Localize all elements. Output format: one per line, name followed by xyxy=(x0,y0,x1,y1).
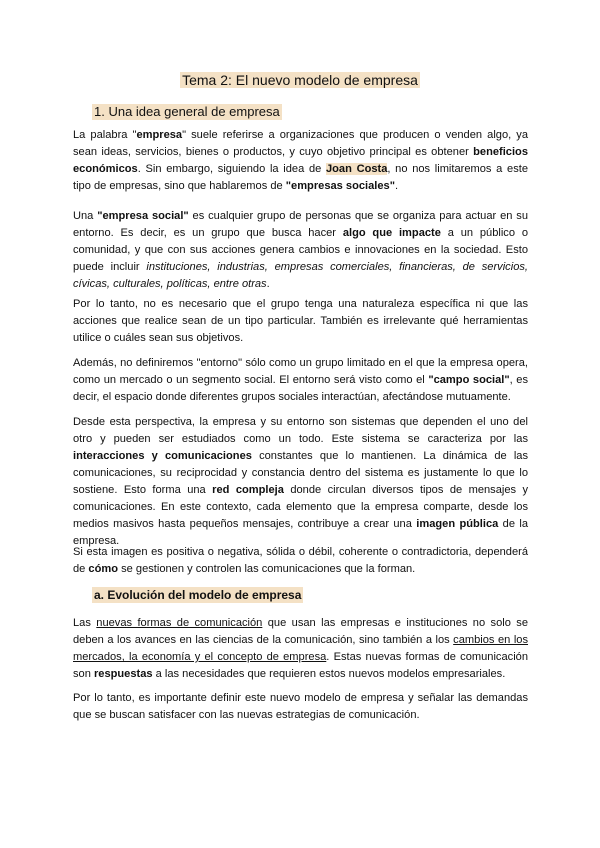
page-title-text: Tema 2: El nuevo modelo de empresa xyxy=(182,72,418,88)
paragraph-8: Por lo tanto, es importante definir este nuevo modelo de empresa y señalar las demandas que se buscan satisfacer con las nuevas estrategias de comunicación. xyxy=(73,692,528,721)
bold-text: red compleja xyxy=(212,484,284,496)
text-run: , no nos limitaremos a este tipo de empresas, sino que hablaremos de xyxy=(73,163,528,192)
text-run: Además, no definiremos "entorno" sólo como un grupo limitado en el que la empresa opera, como un mercado o un segmento social. El entorno será visto como el xyxy=(73,357,528,386)
bold-text: interacciones y comunicaciones xyxy=(73,450,252,462)
bold-text: "empresas sociales" xyxy=(285,180,395,192)
underlined-text: nuevas formas de comunicación xyxy=(96,617,263,629)
bold-text: "empresa social" xyxy=(97,210,189,222)
text-run: . xyxy=(266,278,270,290)
text-run: La palabra " xyxy=(73,129,137,141)
text-run: Una xyxy=(73,210,98,222)
bold-text: "campo social" xyxy=(428,374,510,386)
text-run: constantes que lo mantienen. La dinámica de las comunicaciones, su reciprocidad y constancia dentro del sistema es justamente lo que lo sostiene. Esto forma una xyxy=(73,450,528,496)
bold-text: respuestas xyxy=(93,668,153,680)
bold-text: empresa xyxy=(136,129,183,141)
section-heading-1: 1. Una idea general de empresa xyxy=(94,104,280,119)
paragraph-6 xyxy=(73,544,528,578)
text-run: . Sin embargo, siguiendo la idea de xyxy=(137,163,326,175)
text-run: es cualquier grupo de personas que se organiza para actuar en su entorno. Es decir, es un grupo que busca hacer xyxy=(73,210,528,239)
text-run: Desde esta perspectiva, la empresa y su entorno son sistemas que dependen el uno del otro y pueden ser estudiados como un todo. Este sistema se caracteriza por las xyxy=(73,416,528,445)
text-run: . xyxy=(394,180,399,192)
text-run: " suele referirse a organizaciones que producen o venden algo, ya sean ideas, servicios, bienes o productos, y cuyo objetivo principal es obtener xyxy=(73,129,529,158)
paragraph-2 xyxy=(73,208,528,293)
paragraph-1 xyxy=(73,127,528,195)
text-run: Si esta imagen es positiva o negativa, sólida o débil, coherente o contradictoria, dependerá de xyxy=(73,546,528,575)
text-run: Las xyxy=(73,617,97,629)
text-run: de la empresa. xyxy=(73,518,529,547)
text-run: a las necesidades que requieren estos nuevos modelos empresariales. xyxy=(152,668,506,680)
page-title xyxy=(0,71,600,89)
text-run: se gestionen y controlen las comunicaciones que la forman. xyxy=(118,563,416,575)
text-run: donde circulan diversos tipos de mensajes y comunicaciones. En este contexto, cada elemento que la empresa comparte, desde los medios masivos hasta pequeños mensajes, contribuye a crear una xyxy=(73,484,529,530)
bold-text: cómo xyxy=(88,563,119,575)
underlined-text: cambios en los mercados, la economía y el concepto de empresa xyxy=(73,634,529,663)
bold-text: algo que impacte xyxy=(342,227,441,239)
paragraph-4 xyxy=(73,355,528,406)
paragraph-7 xyxy=(73,615,528,683)
text-run: . Estas nuevas formas de comunicación son xyxy=(73,651,528,680)
italic-text: instituciones, industrias, empresas comerciales, financieras, de servicios, cívicas, culturales, políticas, entre otras xyxy=(73,261,528,290)
bold-text: beneficios económicos xyxy=(73,146,528,175)
highlighted-name: Joan Costa xyxy=(325,163,388,175)
paragraph-5 xyxy=(73,414,528,550)
text-run: a un público o comunidad, y que con sus acciones genera cambios e innovaciones en la sociedad. Esto puede incluir xyxy=(73,227,529,273)
paragraph-3: Por lo tanto, no es necesario que el grupo tenga una naturaleza específica ni que las acciones que realice sean de un tipo particular. También es irrelevante qué herramientas utilice o cuáles sean sus objetivos. xyxy=(73,298,528,344)
bold-text: imagen pública xyxy=(416,518,499,530)
section-heading-2: a. Evolución del modelo de empresa xyxy=(94,588,302,602)
text-run: , es decir, el espacio donde diferentes grupos sociales interactúan, afectándose mutuamente. xyxy=(73,374,528,403)
text-run: que usan las empresas e instituciones no solo se deben a los avances en las ciencias de la comunicación, sino también a los xyxy=(73,617,529,646)
